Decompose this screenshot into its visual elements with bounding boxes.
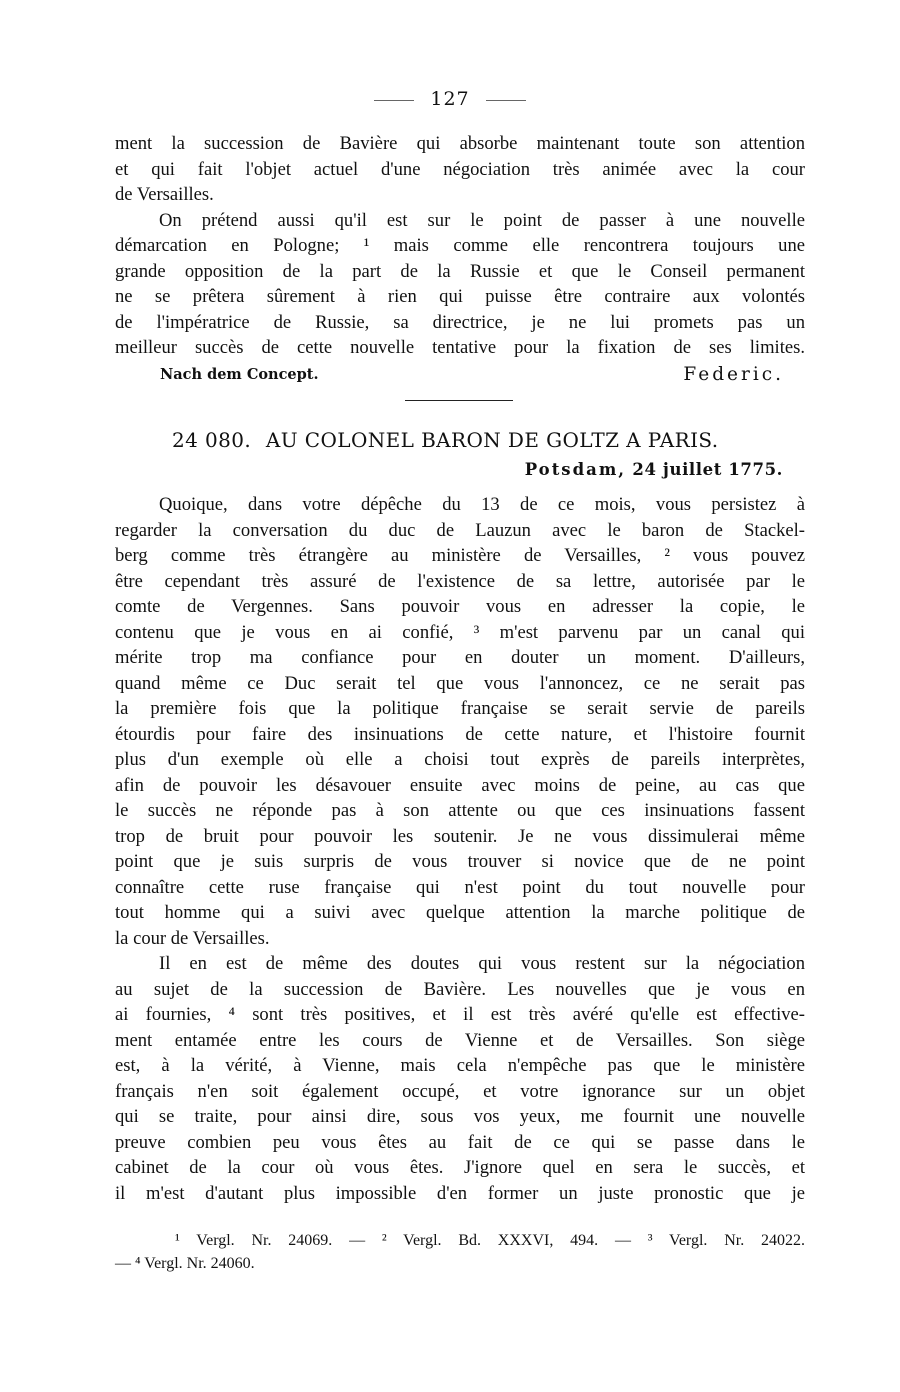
footnotes xyxy=(115,1229,805,1275)
letter-dateline xyxy=(525,460,783,479)
signature: Federic. xyxy=(683,364,784,385)
text-line: la cour de Versailles. xyxy=(115,927,270,949)
letter-date: 24 juillet 1775. xyxy=(632,460,783,479)
text-line: berg comme très étrangère au ministère de Versailles, ² vous pouvez xyxy=(115,545,805,566)
text-line: connaître cette ruse française qui n'est point du tout nouvelle pour xyxy=(115,876,805,898)
text-line: le succès ne réponde pas à son attente ou que ces insinuations fassent xyxy=(115,800,805,821)
text-line: tout homme qui a suivi avec quelque attention la marche politique de xyxy=(115,902,805,923)
text-line: Quoique, dans votre dépêche du 13 de ce mois, vous persistez à xyxy=(159,494,805,515)
text-line: être cependant très assuré de l'existence de sa lettre, autorisée par le xyxy=(115,570,805,592)
letter-place: Potsdam, xyxy=(524,460,627,479)
source-note: Nach dem Concept. xyxy=(160,366,319,383)
text-line: point que je suis surpris de vous trouver si novice que de ne point xyxy=(115,851,805,872)
text-line: mérite trop ma confiance pour en douter un moment. D'ailleurs, xyxy=(115,647,805,668)
text-line: au sujet de la succession de Bavière. Les nouvelles que je vous en xyxy=(115,978,805,1000)
header-dash-right xyxy=(486,100,526,101)
closing-row xyxy=(160,364,784,390)
text-line: ne se prêtera sûrement à rien qui puisse être contraire aux volontés xyxy=(115,286,805,307)
footnote-line: ¹ Vergl. Nr. 24069. — ² Vergl. Bd. XXXVI, 494. — ³ Vergl. Nr. 24022. xyxy=(175,1232,805,1249)
text-line: ai fournies, ⁴ sont très positives, et il est très avéré qu'elle est effective- xyxy=(115,1004,805,1025)
header-dash-left xyxy=(374,100,414,101)
letter-number: 24 080. xyxy=(172,428,252,452)
letter-heading xyxy=(172,428,719,452)
text-line: meilleur succès de cette nouvelle tentative pour la fixation de ses limites. xyxy=(115,337,805,358)
text-line: plus d'un exemple où elle a choisi tout exprès de pareils interprètes, xyxy=(115,749,805,770)
text-line: afin de pouvoir les désavouer ensuite avec moins de peine, au cas que xyxy=(115,774,805,796)
letter-title: AU COLONEL BARON DE GOLTZ A PARIS. xyxy=(265,428,719,452)
text-line: ment la succession de Bavière qui absorbe maintenant toute son attention xyxy=(115,133,805,154)
text-line: cabinet de la cour où vous êtes. J'ignore quel en sera le succès, et xyxy=(115,1157,805,1178)
text-line: Il en est de même des doutes qui vous restent sur la négociation xyxy=(159,953,805,974)
text-line: ment entamée entre les cours de Vienne et de Versailles. Son siège xyxy=(115,1029,805,1051)
text-line: contenu que je vous en ai confié, ³ m'est parvenu par un canal qui xyxy=(115,621,805,643)
paragraph-block-1 xyxy=(115,131,805,361)
text-line: étourdis pour faire des insinuations de cette nature, et l'histoire fournit xyxy=(115,723,805,745)
text-line: comte de Vergennes. Sans pouvoir vous en adresser la copie, le xyxy=(115,596,805,617)
footnote-line: — ⁴ Vergl. Nr. 24060. xyxy=(115,1255,255,1272)
text-line: On prétend aussi qu'il est sur le point de passer à une nouvelle xyxy=(159,209,805,231)
text-line: de l'impératrice de Russie, sa directrice, je ne lui promets pas un xyxy=(115,311,805,333)
paragraph-block-2 xyxy=(115,492,805,1206)
text-line: regarder la conversation du duc de Lauzun avec le baron de Stackel- xyxy=(115,519,805,541)
text-line: français n'en soit également occupé, et votre ignorance sur un objet xyxy=(115,1080,805,1102)
text-line: démarcation en Pologne; ¹ mais comme elle rencontrera toujours une xyxy=(115,235,805,256)
text-line: et qui fait l'objet actuel d'une négociation très animée avec la cour xyxy=(115,158,805,180)
text-line: preuve combien peu vous êtes au fait de ce qui se passe dans le xyxy=(115,1131,805,1153)
text-line: quand même ce Duc serait tel que vous l'annoncez, ce ne serait pas xyxy=(115,672,805,694)
text-line: est, à la vérité, à Vienne, mais cela n'empêche pas que le ministère xyxy=(115,1055,805,1076)
text-line: trop de bruit pour pouvoir les soutenir. Je ne vous dissimulerai même xyxy=(115,825,805,847)
page-number: 127 xyxy=(430,88,470,110)
text-line: la première fois que la politique française se serait servie de pareils xyxy=(115,698,805,719)
text-line: de Versailles. xyxy=(115,184,214,205)
running-header xyxy=(0,88,900,110)
text-line: grande opposition de la part de la Russie et que le Conseil permanent xyxy=(115,260,805,282)
text-line: qui se traite, pour ainsi dire, sous vos yeux, me fournit une nouvelle xyxy=(115,1106,805,1127)
text-line: il m'est d'autant plus impossible d'en former un juste pronostic que je xyxy=(115,1182,805,1204)
section-divider xyxy=(405,400,513,401)
